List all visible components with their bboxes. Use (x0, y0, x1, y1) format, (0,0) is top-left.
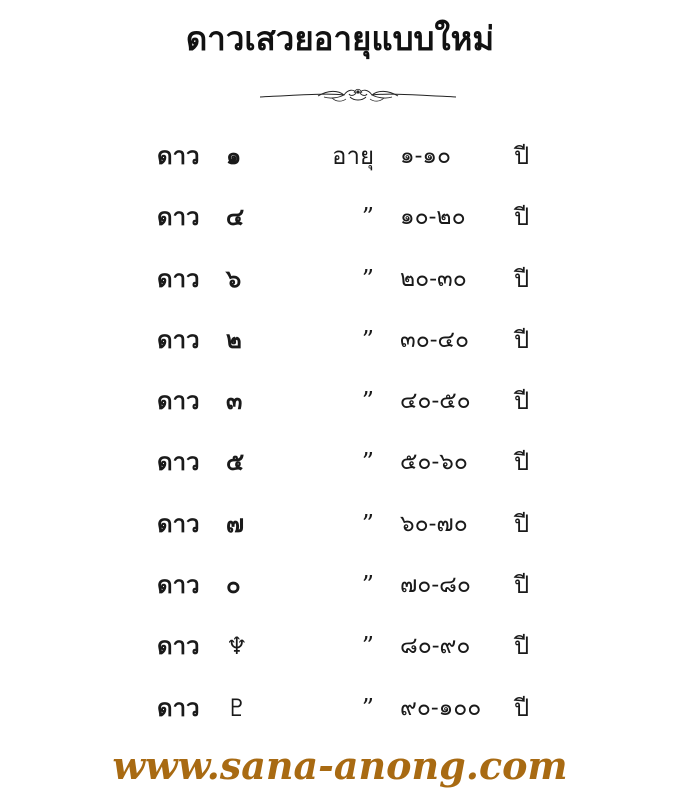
list-item (0, 555, 680, 616)
year-unit: ปี (514, 448, 530, 477)
neptune-symbol-icon: ♆ (226, 631, 248, 661)
age-range: ๗๐-๘๐ (400, 572, 471, 599)
star-number: ๓ (226, 386, 243, 416)
list-item (0, 432, 680, 493)
ditto-mark: ” (361, 387, 374, 416)
ditto-mark: ” (361, 509, 374, 538)
ditto-mark: ” (361, 448, 374, 477)
age-period-list (0, 126, 680, 739)
age-range: ๔๐-๕๐ (400, 388, 471, 415)
star-label: ดาว (157, 325, 200, 354)
year-unit: ปี (514, 693, 530, 722)
ditto-mark: ” (361, 571, 374, 600)
pluto-symbol-icon: ♇ (226, 692, 248, 722)
star-number: ๖ (226, 263, 242, 293)
star-label: ดาว (157, 387, 200, 416)
ditto-mark: ” (361, 693, 374, 722)
list-item (0, 616, 680, 677)
star-number: ๕ (226, 447, 245, 477)
age-range: ๓๐-๔๐ (400, 326, 469, 353)
year-unit: ปี (514, 203, 530, 232)
age-label: อายุ (332, 142, 374, 170)
list-item (0, 310, 680, 371)
website-url: www.sana-anong.com (112, 743, 568, 788)
list-item (0, 494, 680, 555)
age-range: ๑๐-๒๐ (400, 204, 466, 231)
year-unit: ปี (514, 387, 530, 416)
star-number: ๒ (226, 324, 242, 354)
age-range: ๕๐-๖๐ (400, 449, 468, 476)
list-item (0, 678, 680, 739)
ditto-mark: ” (361, 203, 374, 232)
star-number: ๐ (226, 570, 241, 600)
page-title: ดาวเสวยอายุแบบใหม่ (185, 19, 495, 58)
star-label: ดาว (157, 509, 200, 538)
star-label: ดาว (157, 571, 200, 600)
star-label: ดาว (157, 693, 200, 722)
age-range: ๑-๑๐ (400, 143, 452, 169)
list-item (0, 249, 680, 310)
star-number: ๑ (226, 141, 242, 170)
ditto-mark: ” (361, 264, 374, 293)
star-label: ดาว (157, 203, 200, 232)
star-label: ดาว (157, 142, 200, 170)
ditto-mark: ” (361, 632, 374, 661)
star-number: ๔ (226, 202, 245, 232)
list-item (0, 371, 680, 432)
year-unit: ปี (514, 632, 530, 661)
list-item (0, 187, 680, 248)
age-range: ๘๐-๙๐ (400, 633, 471, 660)
age-range: ๒๐-๓๐ (400, 265, 467, 292)
list-item (0, 126, 680, 187)
star-label: ดาว (157, 264, 200, 293)
star-label: ดาว (157, 448, 200, 477)
year-unit: ปี (514, 325, 530, 354)
age-range: ๙๐-๑๐๐ (400, 694, 482, 721)
star-number: ๗ (226, 508, 245, 538)
year-unit: ปี (514, 509, 530, 538)
year-unit: ปี (514, 571, 530, 600)
ditto-mark: ” (361, 325, 374, 354)
year-unit: ปี (514, 264, 530, 293)
flourish-divider-icon (258, 84, 458, 108)
star-label: ดาว (157, 632, 200, 661)
year-unit: ปี (514, 142, 530, 170)
age-range: ๖๐-๗๐ (400, 510, 468, 537)
